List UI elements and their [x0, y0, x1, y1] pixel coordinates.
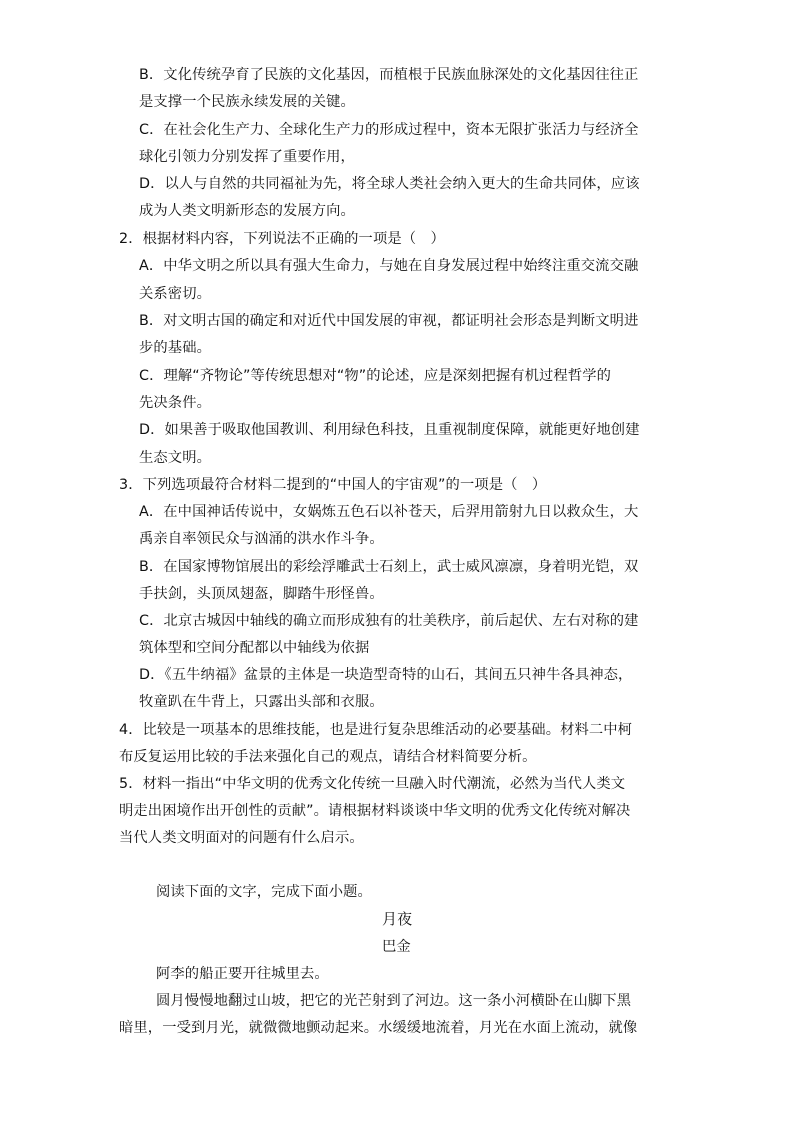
question-2-option-c-line-1: C．理解“齐物论”等传统思想对“物”的论述，应是深刻把握有机过程哲学的 [139, 368, 612, 384]
question-3-stem: 3．下列选项最符合材料二提到的“中国人的宇宙观”的一项是（ ） [119, 477, 547, 493]
reading-instruction: 阅读下面的文字，完成下面小题。 [156, 884, 372, 900]
passage-paragraph-2-line-2: 暗里，一受到月光，就微微地颤动起来。水缓缓地流着，月光在水面上流动，就像 [119, 1020, 638, 1036]
question-2-option-a-line-1: A．中华文明之所以具有强大生命力，与她在自身发展过程中始终注重交流交融 [139, 258, 639, 274]
question-3-option-c-line-1: C．北京古城因中轴线的确立而形成独有的壮美秩序，前后起伏、左右对称的建 [139, 613, 639, 629]
question-5-line-2: 明走出困境作出开创性的贡献”。请根据材料谈谈中华文明的优秀文化传统对解决 [119, 803, 631, 819]
passage-paragraph-2-line-1: 圆月慢慢地翻过山坡，把它的光芒射到了河边。这一条小河横卧在山脚下黑 [156, 993, 632, 1009]
question-3-option-a-line-2: 禹亲自率领民众与汹涌的洪水作斗争。 [139, 531, 384, 547]
question-2-option-b-line-1: B．对文明古国的确定和对近代中国发展的审视，都证明社会形态是判断文明进 [139, 313, 639, 329]
question-3-option-a-line-1: A．在中国神话传说中，女娲炼五色石以补苍天，后羿用箭射九日以救众生，大 [139, 504, 639, 520]
question-3-option-b-line-1: B．在国家博物馆展出的彩绘浮雕武士石刻上，武士威风凛凛，身着明光铠，双 [139, 559, 639, 575]
option-d-line-2: 成为人类文明新形态的发展方向。 [139, 203, 355, 219]
question-4-line-2: 布反复运用比较的手法来强化自己的观点，请结合材料简要分析。 [119, 749, 537, 765]
passage-author: 巴金 [382, 939, 411, 955]
question-5-line-1: 5．材料一指出“中华文明的优秀文化传统一旦融入时代潮流，必然为当代人类文 [119, 776, 626, 792]
question-3-option-d-line-1: D．《五牛纳福》盆景的主体是一块造型奇特的山石，其间五只神牛各具神态， [139, 667, 633, 683]
passage-title: 月夜 [382, 910, 413, 928]
option-b-line-1: B．文化传统孕育了民族的文化基因，而植根于民族血脉深处的文化基因往往正 [139, 67, 639, 83]
option-c-line-2: 球化引领力分别发挥了重要作用， [139, 149, 355, 165]
option-c-line-1: C．在社会化生产力、全球化生产力的形成过程中，资本无限扩张活力与经济全 [139, 122, 639, 138]
option-d-line-1: D．以人与自然的共同福祉为先，将全球人类社会纳入更大的生命共同体，应该 [139, 176, 640, 192]
question-5-line-3: 当代人类文明面对的问题有什么启示。 [119, 830, 364, 846]
option-b-line-2: 是支撑一个民族永续发展的关键。 [139, 94, 355, 110]
question-3-option-c-line-2: 筑体型和空间分配都以中轴线为依据 [139, 640, 370, 656]
question-2-stem: 2．根据材料内容，下列说法不正确的一项是（ ） [119, 231, 445, 247]
question-2-option-c-line-2: 先决条件。 [139, 395, 211, 411]
question-2-option-d-line-2: 生态文明。 [139, 450, 211, 466]
question-3-option-b-line-2: 手扶剑，头顶凤翅盔，脚踏牛形怪兽。 [139, 586, 384, 602]
question-3-option-d-line-2: 牧童趴在牛背上，只露出头部和衣服。 [139, 694, 384, 710]
question-2-option-d-line-1: D．如果善于吸取他国教训、利用绿色科技，且重视制度保障，就能更好地创建 [139, 422, 640, 438]
question-2-option-b-line-2: 步的基础。 [139, 340, 211, 356]
passage-paragraph-1: 阿李的船正要开往城里去。 [156, 966, 329, 982]
question-2-option-a-line-2: 关系密切。 [139, 286, 211, 302]
question-4-line-1: 4．比较是一项基本的思维技能，也是进行复杂思维活动的必要基础。材料二中柯 [119, 722, 633, 738]
